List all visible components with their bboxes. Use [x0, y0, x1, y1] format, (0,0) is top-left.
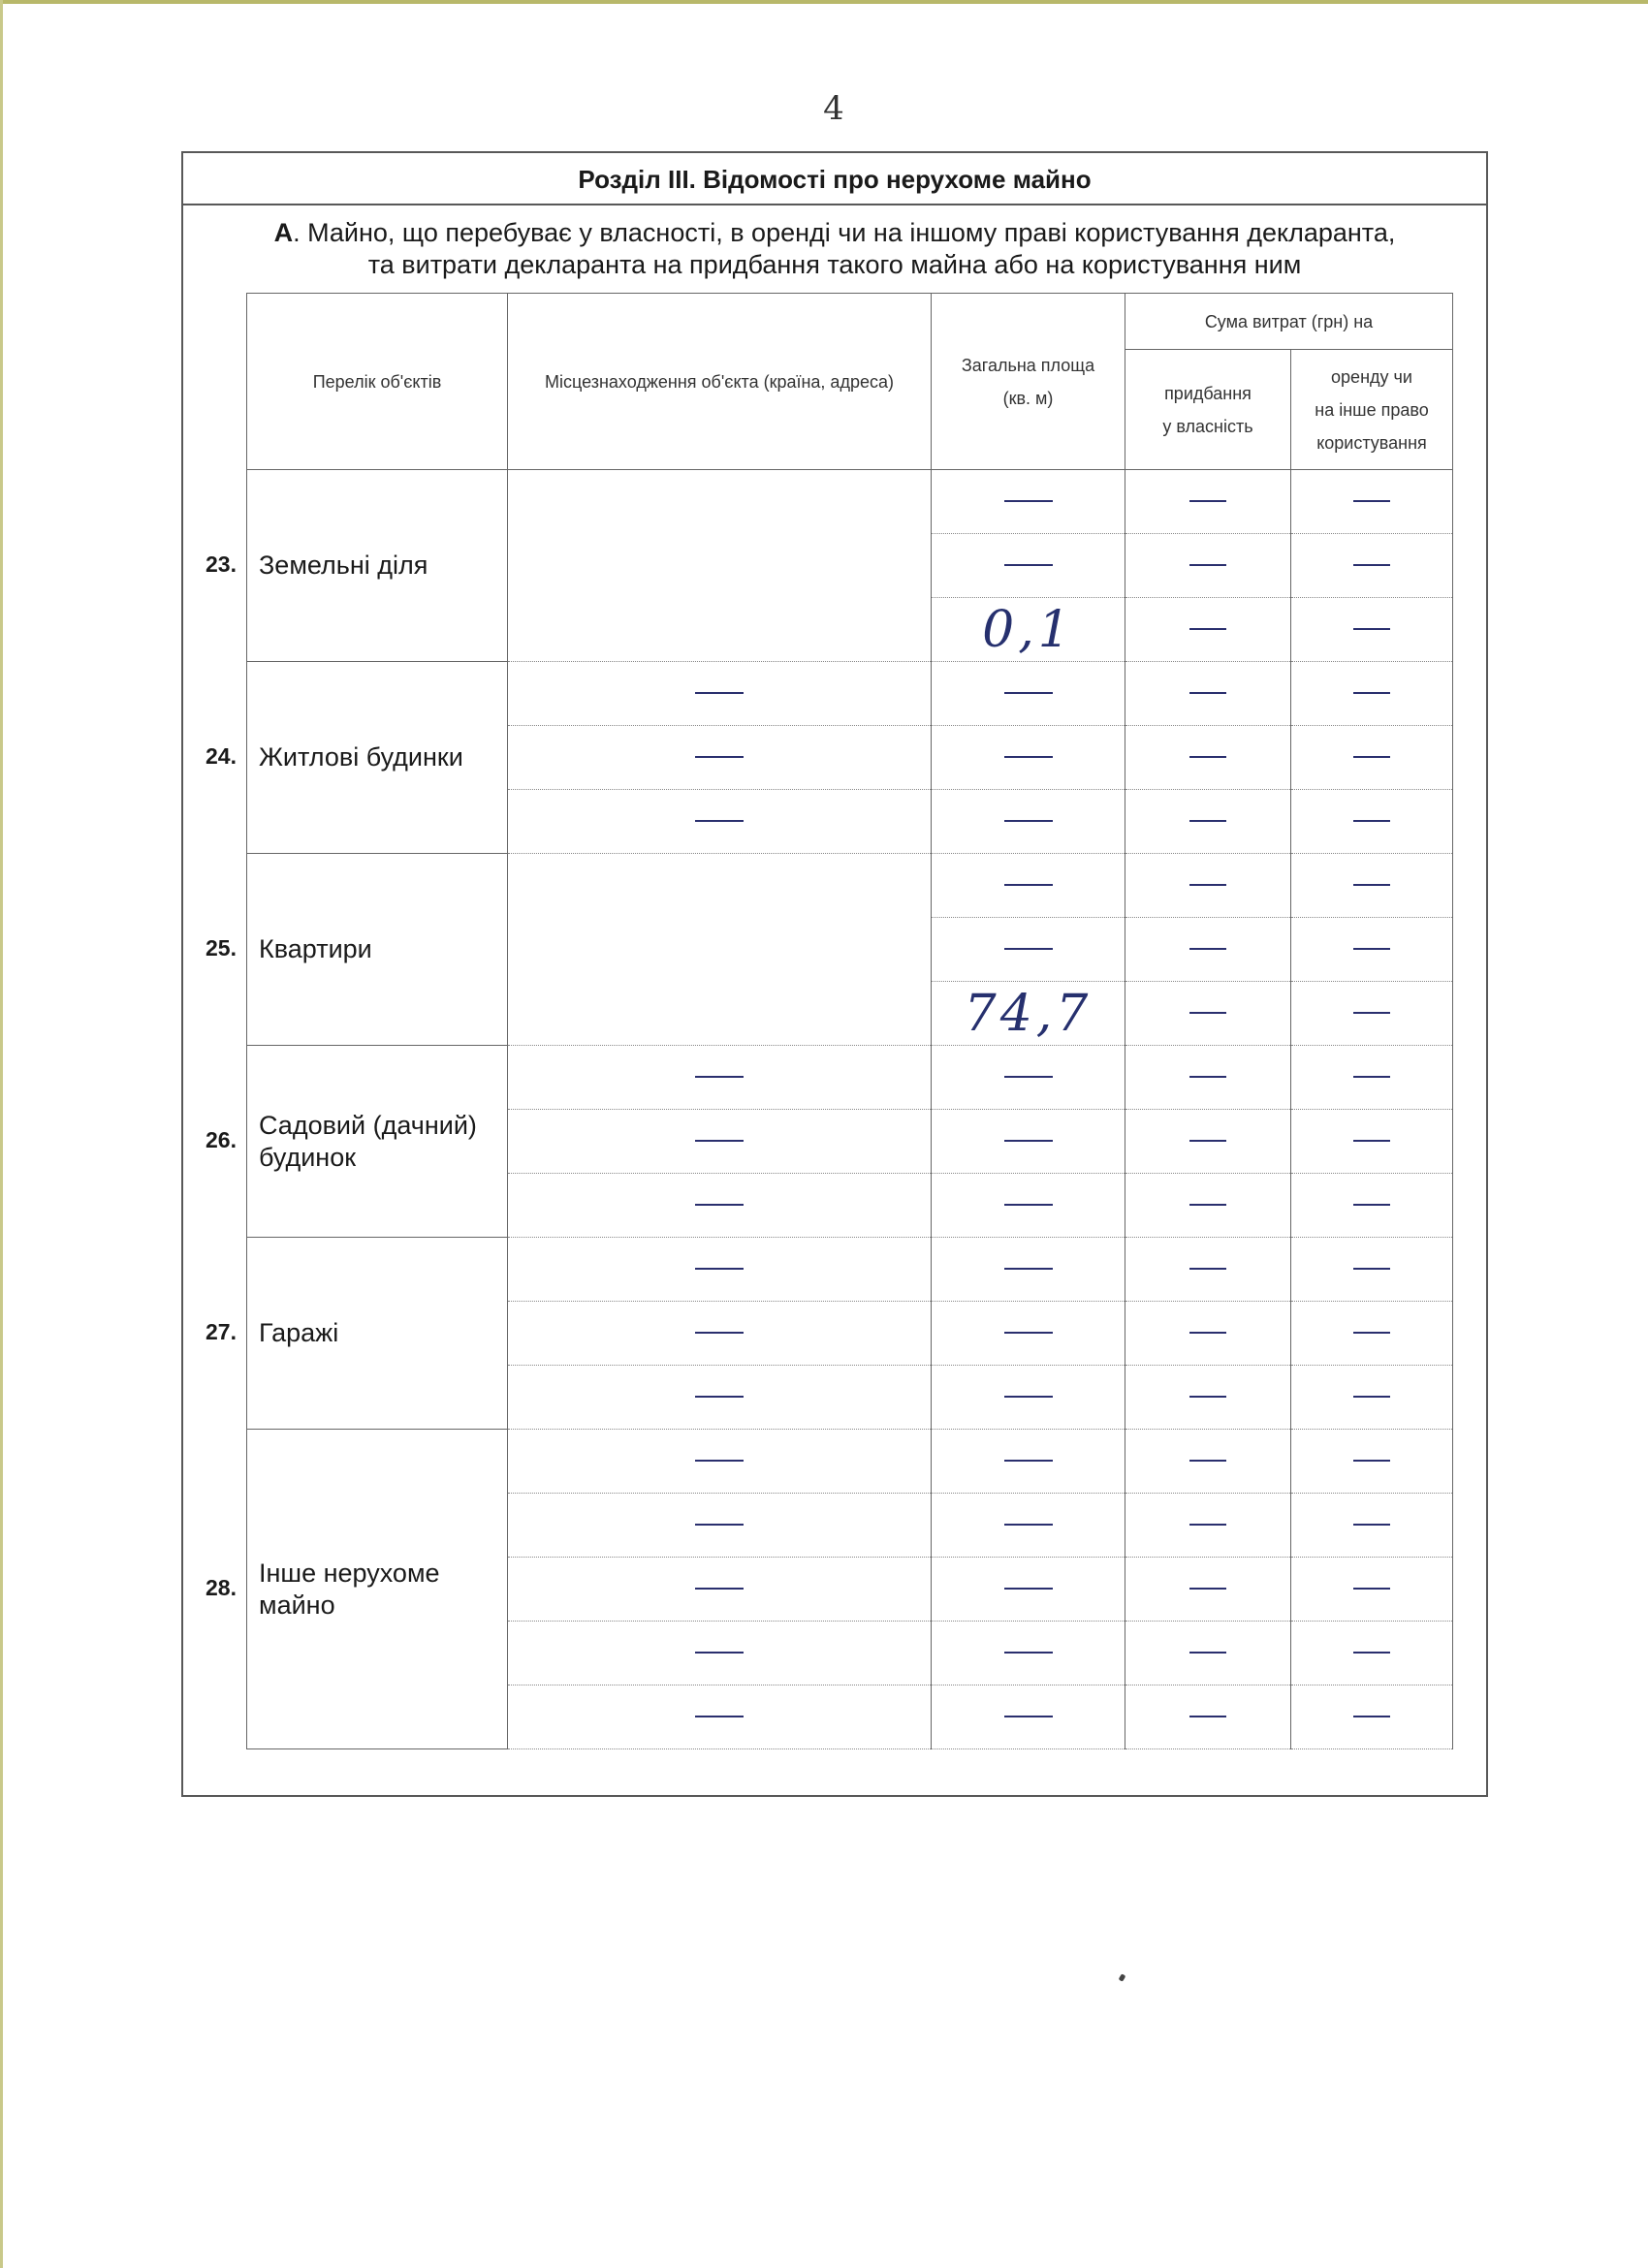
empty-dash	[1353, 1204, 1390, 1206]
empty-dash	[695, 1652, 744, 1654]
location-cell	[508, 1174, 932, 1238]
empty-dash	[1353, 1332, 1390, 1334]
handwritten-value: 74,7	[964, 984, 1093, 1043]
rent-cell	[1291, 1110, 1453, 1174]
header-objects: Перелік об'єктів	[247, 294, 508, 470]
purchase-cell	[1125, 1558, 1291, 1622]
purchase-cell	[1125, 1302, 1291, 1366]
rent-cell	[1291, 598, 1453, 662]
rent-cell	[1291, 1494, 1453, 1558]
empty-dash	[1353, 1076, 1390, 1078]
empty-dash	[1189, 1652, 1226, 1654]
area-cell	[932, 854, 1125, 918]
object-type-label	[247, 1046, 508, 1238]
empty-dash	[1353, 1396, 1390, 1398]
purchase-cell	[1125, 1622, 1291, 1685]
purchase-cell	[1125, 854, 1291, 918]
rent-cell	[1291, 854, 1453, 918]
page-speck	[1119, 1973, 1126, 1982]
subsection-title	[183, 217, 1486, 281]
empty-dash	[1189, 500, 1226, 502]
location-cell	[508, 1110, 932, 1174]
empty-dash	[1189, 628, 1226, 630]
empty-dash	[1189, 1588, 1226, 1590]
header-purchase	[1125, 350, 1291, 470]
rent-cell	[1291, 1046, 1453, 1110]
empty-dash	[1353, 564, 1390, 566]
empty-dash	[1353, 1268, 1390, 1270]
header-area-line1: Загальна площа	[961, 355, 1095, 375]
location-cell	[508, 1430, 932, 1494]
location-cell	[508, 1238, 932, 1302]
area-cell	[932, 1430, 1125, 1494]
area-cell	[932, 790, 1125, 854]
purchase-cell	[1125, 662, 1291, 726]
empty-dash	[1189, 1076, 1226, 1078]
empty-dash	[1004, 948, 1053, 950]
empty-dash	[1353, 1140, 1390, 1142]
header-purchase-line1: придбання	[1164, 383, 1252, 403]
header-area-line2: (кв. м)	[1002, 388, 1054, 408]
purchase-cell	[1125, 1174, 1291, 1238]
empty-dash	[1189, 564, 1226, 566]
area-cell	[932, 982, 1125, 1046]
empty-dash	[1004, 1524, 1053, 1526]
header-rent-line2: на інше право	[1315, 399, 1429, 420]
area-cell	[932, 726, 1125, 790]
object-type-label	[247, 470, 508, 662]
location-cell	[508, 1558, 932, 1622]
rent-cell	[1291, 1366, 1453, 1430]
purchase-cell	[1125, 534, 1291, 598]
area-cell	[932, 1302, 1125, 1366]
empty-dash	[1353, 1524, 1390, 1526]
rent-cell	[1291, 470, 1453, 534]
area-cell	[932, 1174, 1125, 1238]
empty-dash	[1189, 1332, 1226, 1334]
table-row	[247, 1238, 1453, 1302]
location-cell	[508, 1366, 932, 1430]
location-cell	[508, 1302, 932, 1366]
header-expenses: Сума витрат (грн) на	[1125, 294, 1453, 350]
purchase-cell	[1125, 1046, 1291, 1110]
purchase-cell	[1125, 726, 1291, 790]
purchase-cell	[1125, 470, 1291, 534]
table-row	[247, 662, 1453, 726]
empty-dash	[1004, 564, 1053, 566]
empty-dash	[1189, 1140, 1226, 1142]
row-number: 25.	[206, 935, 237, 961]
location-cell	[508, 982, 932, 1046]
subsection-line1-text: . Майно, що перебуває у власності, в оренді чи на іншому праві користування декларанта,	[293, 218, 1396, 247]
empty-dash	[695, 692, 744, 694]
empty-dash	[1353, 1012, 1390, 1014]
area-cell	[932, 470, 1125, 534]
location-cell	[508, 1046, 932, 1110]
table-row	[247, 1046, 1453, 1110]
rent-cell	[1291, 726, 1453, 790]
row-number: 23.	[206, 551, 237, 577]
purchase-cell	[1125, 982, 1291, 1046]
purchase-cell	[1125, 918, 1291, 982]
empty-dash	[1004, 1204, 1053, 1206]
location-cell	[508, 1685, 932, 1749]
purchase-cell	[1125, 1430, 1291, 1494]
empty-dash	[1189, 1716, 1226, 1717]
empty-dash	[695, 1204, 744, 1206]
object-type-label-line1: Інше нерухоме	[259, 1558, 440, 1588]
header-purchase-line2: у власність	[1162, 416, 1253, 436]
location-cell	[508, 662, 932, 726]
empty-dash	[1004, 1460, 1053, 1462]
header-area	[932, 294, 1125, 470]
empty-dash	[1189, 1012, 1226, 1014]
row-number: 26.	[206, 1127, 237, 1152]
empty-dash	[1353, 628, 1390, 630]
rent-cell	[1291, 534, 1453, 598]
empty-dash	[695, 1588, 744, 1590]
empty-dash	[1353, 500, 1390, 502]
page-edge	[0, 0, 1648, 4]
empty-dash	[695, 756, 744, 758]
empty-dash	[1353, 1460, 1390, 1462]
empty-dash	[1353, 1588, 1390, 1590]
empty-dash	[1189, 756, 1226, 758]
table-row	[247, 1430, 1453, 1494]
area-cell	[932, 1685, 1125, 1749]
empty-dash	[695, 1716, 744, 1717]
empty-dash	[695, 1076, 744, 1078]
rent-cell	[1291, 1685, 1453, 1749]
object-type-label-line2: майно	[259, 1590, 335, 1620]
empty-dash	[695, 1140, 744, 1142]
handwritten-value: 0,1	[982, 600, 1074, 659]
rent-cell	[1291, 1558, 1453, 1622]
empty-dash	[1353, 820, 1390, 822]
empty-dash	[1004, 1076, 1053, 1078]
empty-dash	[1189, 884, 1226, 886]
empty-dash	[1004, 1588, 1053, 1590]
empty-dash	[1189, 820, 1226, 822]
area-cell	[932, 1238, 1125, 1302]
purchase-cell	[1125, 1110, 1291, 1174]
purchase-cell	[1125, 1366, 1291, 1430]
area-cell	[932, 1494, 1125, 1558]
object-type-label	[247, 1238, 508, 1430]
area-cell	[932, 534, 1125, 598]
location-cell	[508, 534, 932, 598]
empty-dash	[695, 1268, 744, 1270]
empty-dash	[1189, 1460, 1226, 1462]
area-cell	[932, 1558, 1125, 1622]
location-cell	[508, 470, 932, 534]
area-cell	[932, 918, 1125, 982]
location-cell	[508, 1494, 932, 1558]
empty-dash	[1189, 1204, 1226, 1206]
rent-cell	[1291, 1430, 1453, 1494]
empty-dash	[695, 1332, 744, 1334]
empty-dash	[1004, 1396, 1053, 1398]
empty-dash	[1189, 1396, 1226, 1398]
location-cell	[508, 918, 932, 982]
area-cell	[932, 598, 1125, 662]
object-type-label	[247, 854, 508, 1046]
empty-dash	[1353, 1716, 1390, 1717]
row-number: 24.	[206, 743, 237, 769]
purchase-cell	[1125, 598, 1291, 662]
purchase-cell	[1125, 1494, 1291, 1558]
empty-dash	[1353, 1652, 1390, 1654]
row-number: 27.	[206, 1319, 237, 1344]
location-cell	[508, 598, 932, 662]
location-cell	[508, 790, 932, 854]
object-type-label	[247, 1430, 508, 1749]
empty-dash	[1189, 692, 1226, 694]
empty-dash	[695, 1460, 744, 1462]
empty-dash	[695, 1524, 744, 1526]
empty-dash	[695, 820, 744, 822]
object-type-label-line1: Гаражі	[259, 1318, 339, 1347]
empty-dash	[1004, 1268, 1053, 1270]
object-type-label-line1: Житлові будинки	[259, 742, 463, 772]
empty-dash	[1004, 1332, 1053, 1334]
area-cell	[932, 662, 1125, 726]
rent-cell	[1291, 1302, 1453, 1366]
empty-dash	[1004, 1716, 1053, 1717]
empty-dash	[1004, 500, 1053, 502]
empty-dash	[1004, 1140, 1053, 1142]
page-edge-left	[0, 0, 3, 2268]
subsection-title-line2: та витрати декларанта на придбання такого майна або на користування ним	[367, 250, 1302, 279]
empty-dash	[1004, 884, 1053, 886]
location-cell	[508, 854, 932, 918]
empty-dash	[1004, 820, 1053, 822]
empty-dash	[1353, 756, 1390, 758]
empty-dash	[1189, 1524, 1226, 1526]
empty-dash	[1189, 1268, 1226, 1270]
empty-dash	[1353, 692, 1390, 694]
property-table	[246, 293, 1453, 1749]
purchase-cell	[1125, 1685, 1291, 1749]
subsection-letter: А	[273, 218, 294, 247]
rent-cell	[1291, 1238, 1453, 1302]
rent-cell	[1291, 790, 1453, 854]
area-cell	[932, 1110, 1125, 1174]
empty-dash	[1353, 884, 1390, 886]
rent-cell	[1291, 662, 1453, 726]
location-cell	[508, 726, 932, 790]
empty-dash	[1004, 692, 1053, 694]
area-cell	[932, 1622, 1125, 1685]
area-cell	[932, 1366, 1125, 1430]
header-rent-line1: оренду чи	[1331, 366, 1412, 387]
object-type-label	[247, 662, 508, 854]
row-number: 28.	[206, 1575, 237, 1600]
area-cell	[932, 1046, 1125, 1110]
empty-dash	[695, 1396, 744, 1398]
empty-dash	[1353, 948, 1390, 950]
object-type-label-line1: Земельні діля	[259, 551, 428, 580]
header-rent	[1291, 350, 1453, 470]
rent-cell	[1291, 982, 1453, 1046]
location-cell	[508, 1622, 932, 1685]
header-rent-line3: користування	[1316, 432, 1427, 453]
object-type-label-line2: будинок	[259, 1142, 357, 1172]
purchase-cell	[1125, 1238, 1291, 1302]
page-number: 4	[823, 89, 844, 128]
table-row	[247, 470, 1453, 534]
object-type-label-line1: Садовий (дачний)	[259, 1110, 477, 1140]
rent-cell	[1291, 1174, 1453, 1238]
empty-dash	[1004, 756, 1053, 758]
rent-cell	[1291, 1622, 1453, 1685]
empty-dash	[1189, 948, 1226, 950]
table-body	[247, 470, 1453, 1749]
rent-cell	[1291, 918, 1453, 982]
subsection-title-line1	[183, 217, 1486, 249]
empty-dash	[1004, 1652, 1053, 1654]
section-title: Розділ ІІІ. Відомості про нерухоме майно	[183, 153, 1486, 205]
purchase-cell	[1125, 790, 1291, 854]
table-row	[247, 854, 1453, 918]
object-type-label-line1: Квартири	[259, 934, 372, 963]
header-location: Місцезнаходження об'єкта (країна, адреса)	[508, 294, 932, 470]
